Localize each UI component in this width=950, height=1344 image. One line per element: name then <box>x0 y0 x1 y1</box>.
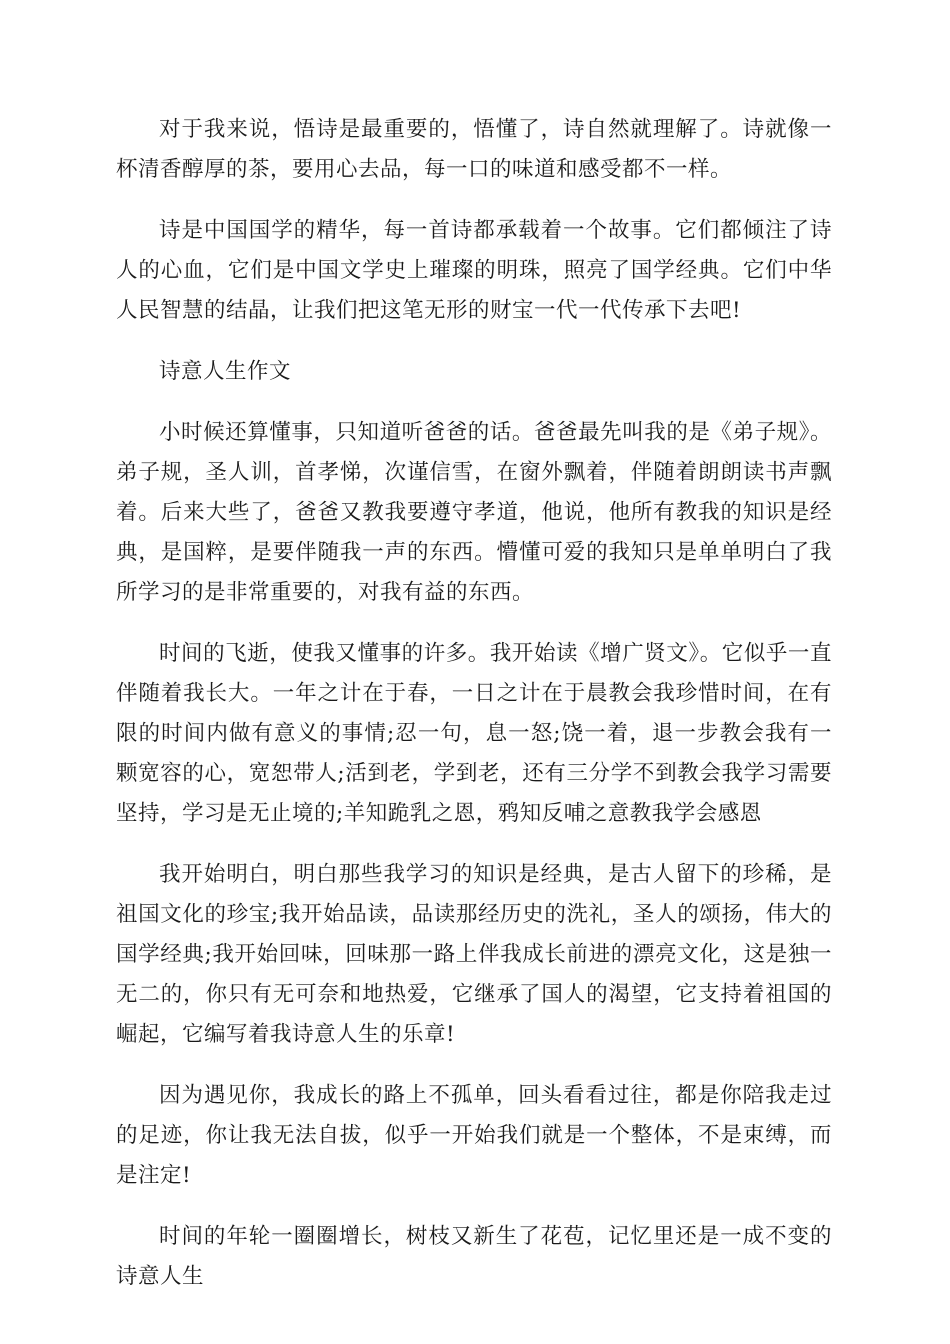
paragraph-4: 时间的飞逝，使我又懂事的许多。我开始读《增广贤文》。它似乎一直伴随着我长大。一年之计在于春，一日之计在于晨教会我珍惜时间，在有限的时间内做有意义的事情;忍一句，息一怒;饶一着，退一步教会我有一颗宽容的心，宽恕带人;活到老，学到老，还有三分学不到教会我学习需要坚持，学习是无止境的;羊知跪乳之恩，鸦知反哺之意教我学会感恩 <box>116 641 832 826</box>
paragraph-7: 时间的年轮一圈圈增长，树枝又新生了花苞，记忆里还是一成不变的诗意人生 <box>116 1224 832 1289</box>
paragraph-3: 小时候还算懂事，只知道听爸爸的话。爸爸最先叫我的是《弟子规》。弟子规，圣人训，首孝悌，次谨信雪，在窗外飘着，伴随着朗朗读书声飘着。后来大些了，爸爸又教我要遵守孝道，他说，他所有教我的知识是经典，是国粹，是要伴随我一声的东西。懵懂可爱的我知只是单单明白了我所学习的是非常重要的，对我有益的东西。 <box>116 420 832 605</box>
paragraph-6: 因为遇见你，我成长的路上不孤单，回头看看过往，都是你陪我走过的足迹，你让我无法自拔，似乎一开始我们就是一个整体，不是束缚，而是注定! <box>116 1083 832 1188</box>
paragraph-5: 我开始明白，明白那些我学习的知识是经典，是古人留下的珍稀，是祖国文化的珍宝;我开始品读，品读那经历史的洗礼，圣人的颂扬，伟大的国学经典;我开始回味，回味那一路上伴我成长前进的漂亮文化，这是独一无二的，你只有无可奈和地热爱，它继承了国人的渴望，它支持着祖国的崛起，它编写着我诗意人生的乐章! <box>116 862 832 1047</box>
paragraph-2: 诗是中国国学的精华，每一首诗都承载着一个故事。它们都倾注了诗人的心血，它们是中国文学史上璀璨的明珠，照亮了国学经典。它们中华人民智慧的结晶，让我们把这笔无形的财宝一代一代传承下去吧! <box>116 218 832 323</box>
paragraph-1: 对于我来说，悟诗是最重要的，悟懂了，诗自然就理解了。诗就像一杯清香醇厚的茶，要用心去品，每一口的味道和感受都不一样。 <box>116 117 832 182</box>
section-title: 诗意人生作文 <box>159 359 292 384</box>
